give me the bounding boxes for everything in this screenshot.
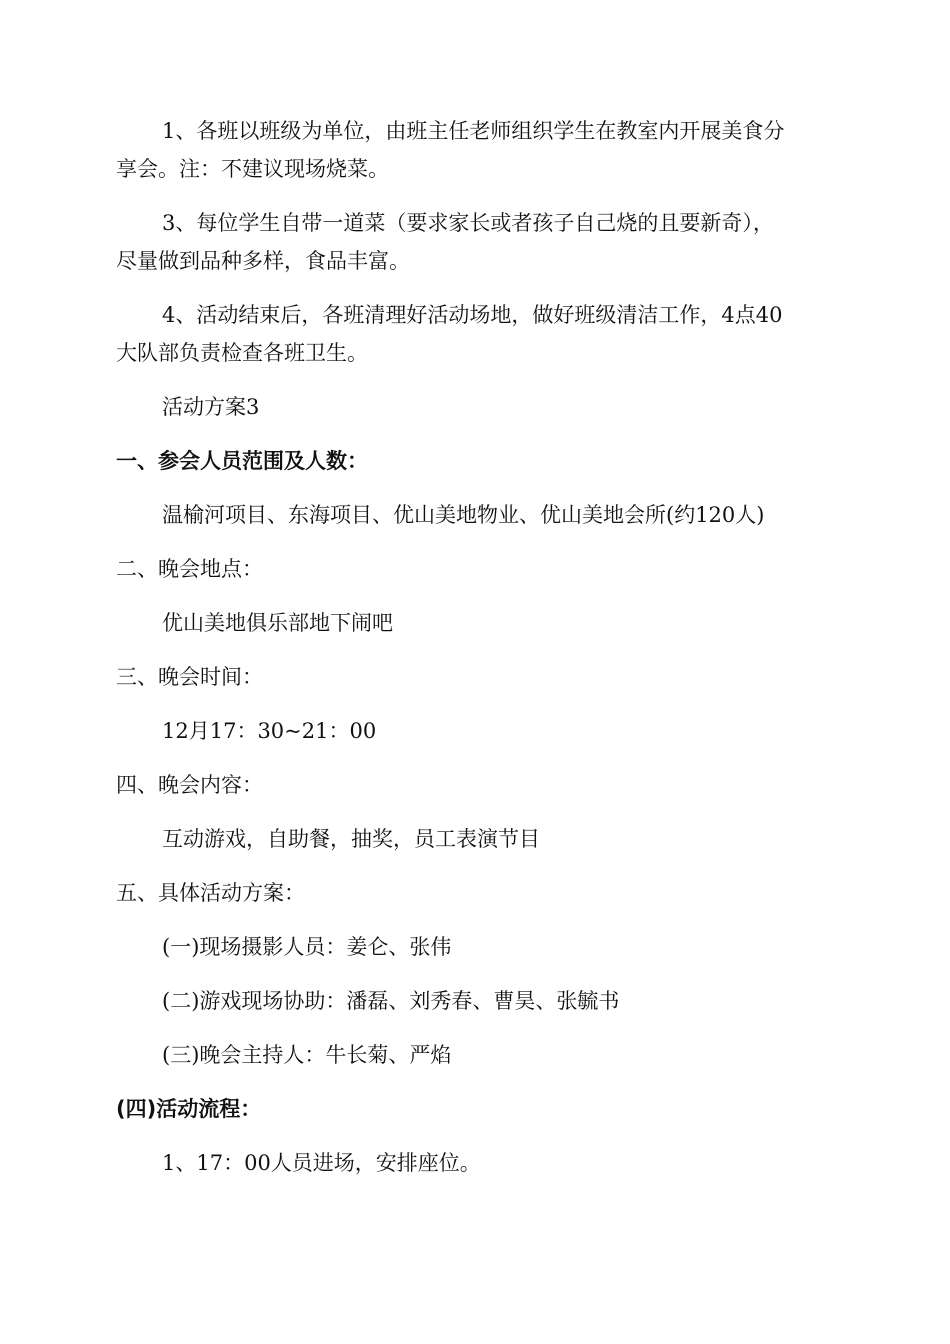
section-body-time: 12月17：30~21：00 — [162, 719, 377, 743]
section-heading-attendees: 一、参会人员范围及人数： — [116, 449, 368, 473]
paragraph-line: 1、各班以班级为单位，由班主任老师组织学生在教室内开展美食分 — [162, 119, 785, 143]
paragraph-bring-dish — [116, 204, 836, 280]
section-heading-flow: (四)活动流程： — [116, 1097, 262, 1121]
section-heading-content: 四、晚会内容： — [116, 773, 263, 797]
section-body-attendees: 温榆河项目、东海项目、优山美地物业、优山美地会所(约120人) — [162, 503, 765, 527]
paragraph-line: 大队部负责检查各班卫生。 — [116, 341, 368, 365]
paragraph-sharing-meeting — [116, 112, 836, 188]
section-heading-plan: 五、具体活动方案： — [116, 881, 305, 905]
section-body-location: 优山美地俱乐部地下闹吧 — [162, 611, 393, 635]
paragraph-line: 3、每位学生自带一道菜（要求家长或者孩子自己烧的且要新奇）， — [162, 211, 774, 235]
paragraph-cleanup — [116, 296, 836, 372]
section-body-content: 互动游戏，自助餐，抽奖，员工表演节目 — [162, 827, 540, 851]
section-heading-location: 二、晚会地点： — [116, 557, 263, 581]
paragraph-line: 尽量做到品种多样，食品丰富。 — [116, 249, 410, 273]
list-item: (一)现场摄影人员：姜仑、张伟 — [162, 935, 452, 959]
paragraph-line: 4、活动结束后，各班清理好活动场地，做好班级清洁工作，4点40 — [162, 303, 783, 327]
list-item: (二)游戏现场协助：潘磊、刘秀春、曹昊、张毓书 — [162, 989, 620, 1013]
paragraph-line: 享会。注：不建议现场烧菜。 — [116, 157, 389, 181]
flow-item: 1、17：00人员进场，安排座位。 — [162, 1151, 481, 1175]
list-item: (三)晚会主持人：牛长菊、严焰 — [162, 1043, 452, 1067]
section-heading-time: 三、晚会时间： — [116, 665, 263, 689]
plan-title: 活动方案3 — [162, 395, 260, 419]
